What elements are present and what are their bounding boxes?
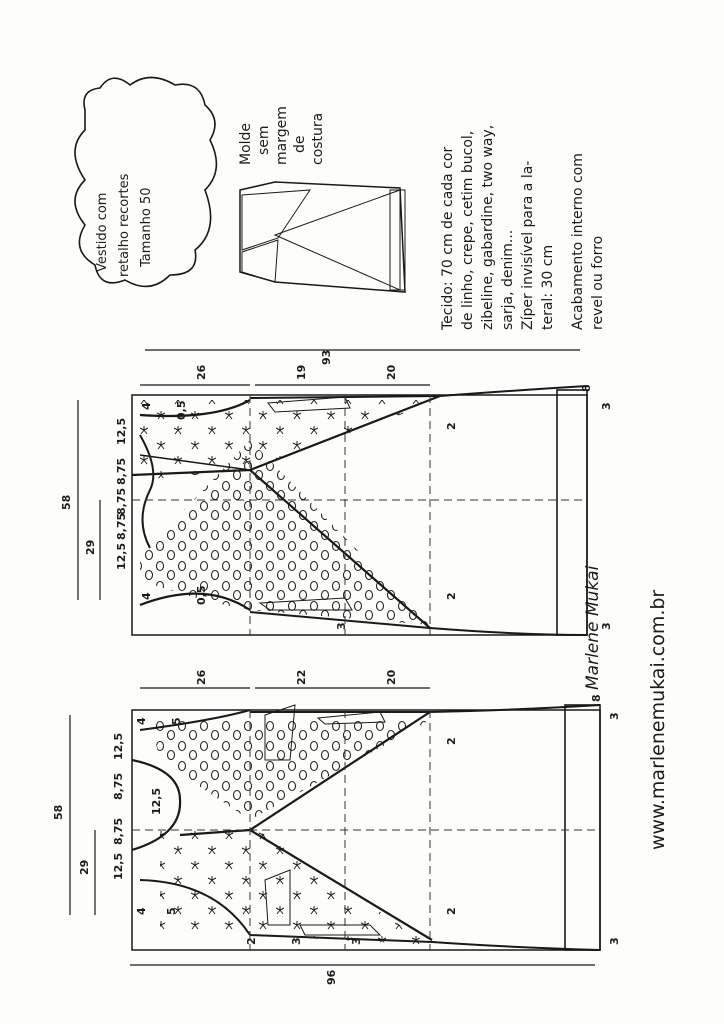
upper-dim-875a: 8,75 [115,457,128,485]
upper-dim-125a: 12,5 [115,417,128,445]
fabric-note-line-8: revel ou forro [590,235,606,330]
upper-dim-19: 19 [295,364,308,380]
lower-dim-2b: 2 [445,907,458,915]
upper-dim-20: 20 [385,364,398,380]
upper-dim-58: 58 [60,494,73,510]
upper-dim-3b: 3 [600,402,613,410]
lower-dim-3a: 3 [290,937,303,945]
fabric-note-line-5: Zíper invisível para a la- [520,160,536,330]
lower-dim-3b: 3 [350,937,363,945]
mold-note-line-5: costura [310,112,326,165]
website-url: www.marlenemukai.com.br [647,589,669,850]
title-line-2: retalho recortes [117,173,132,277]
lower-dim-5a: 5 [170,717,183,725]
lower-dim-3d: 3 [608,937,621,945]
fabric-note-line-3: zibeline, gabardine, two way, [480,124,496,330]
fabric-note-line-7: Acabamento interno com [570,153,586,330]
mold-note-line-4: de [292,135,308,153]
mold-note-line-3: margem [274,106,290,165]
upper-dim-3c: 3 [600,622,613,630]
upper-dim-4b: 4 [140,592,153,600]
lower-dim-875b: 8,75 [112,817,125,845]
upper-dim-125b: 12,5 [115,542,128,570]
lower-dim-8: 8 [590,694,603,702]
title-line-3: Tamanho 50 [139,187,154,267]
upper-dim-875c: 8,75 [115,512,128,540]
lower-dim-2c: 2 [245,937,258,945]
lower-dim-58: 58 [52,804,65,820]
upper-dim-2b: 2 [445,592,458,600]
upper-dim-26: 26 [195,364,208,380]
lower-dim-125c: 12,5 [150,787,163,815]
lower-dim-2a: 2 [445,737,458,745]
lower-dim-3c: 3 [608,712,621,720]
lower-dim-96: 96 [325,969,338,985]
upper-dim-2a: 2 [445,422,458,430]
upper-dim-875b: 8,75 [115,487,128,515]
upper-dim-05: 0,5 [175,400,188,420]
fabric-note-line-6: teral: 30 cm [540,244,556,330]
mold-note-line-2: sem [256,125,272,155]
dress-thumbnail [240,182,405,292]
fabric-note-line-1: Tecido: 70 cm de cada cor [440,146,456,330]
lower-dim-125a: 12,5 [112,732,125,760]
lower-dim-5b: 5 [165,907,178,915]
mold-note-line-1: Molde [238,122,254,165]
upper-dim-29: 29 [84,539,97,555]
signature: Marlene Mukai [583,565,603,690]
lower-dim-22: 22 [295,669,308,685]
fabric-note-line-2: de linho, crepe, cetim bucol, [460,130,476,330]
lower-dim-29: 29 [78,859,91,875]
lower-dim-26: 26 [195,669,208,685]
upper-dim-3a: 3 [335,622,348,630]
title-line-1: Vestido com [95,192,110,272]
lower-dim-4a: 4 [135,717,148,725]
upper-pattern-piece [78,350,587,635]
fabric-note-line-4: sarja, denim... [500,229,516,330]
upper-dim-8: 8 [580,384,593,392]
upper-dim-93: 93 [320,349,333,365]
lower-pattern-piece [70,688,600,965]
upper-dim-05b: 0,5 [195,585,208,605]
lower-dim-4b: 4 [135,907,148,915]
lower-dim-875a: 8,75 [112,772,125,800]
lower-dim-20: 20 [385,669,398,685]
lower-dim-125b: 12,5 [112,852,125,880]
upper-dim-4a: 4 [140,402,153,410]
